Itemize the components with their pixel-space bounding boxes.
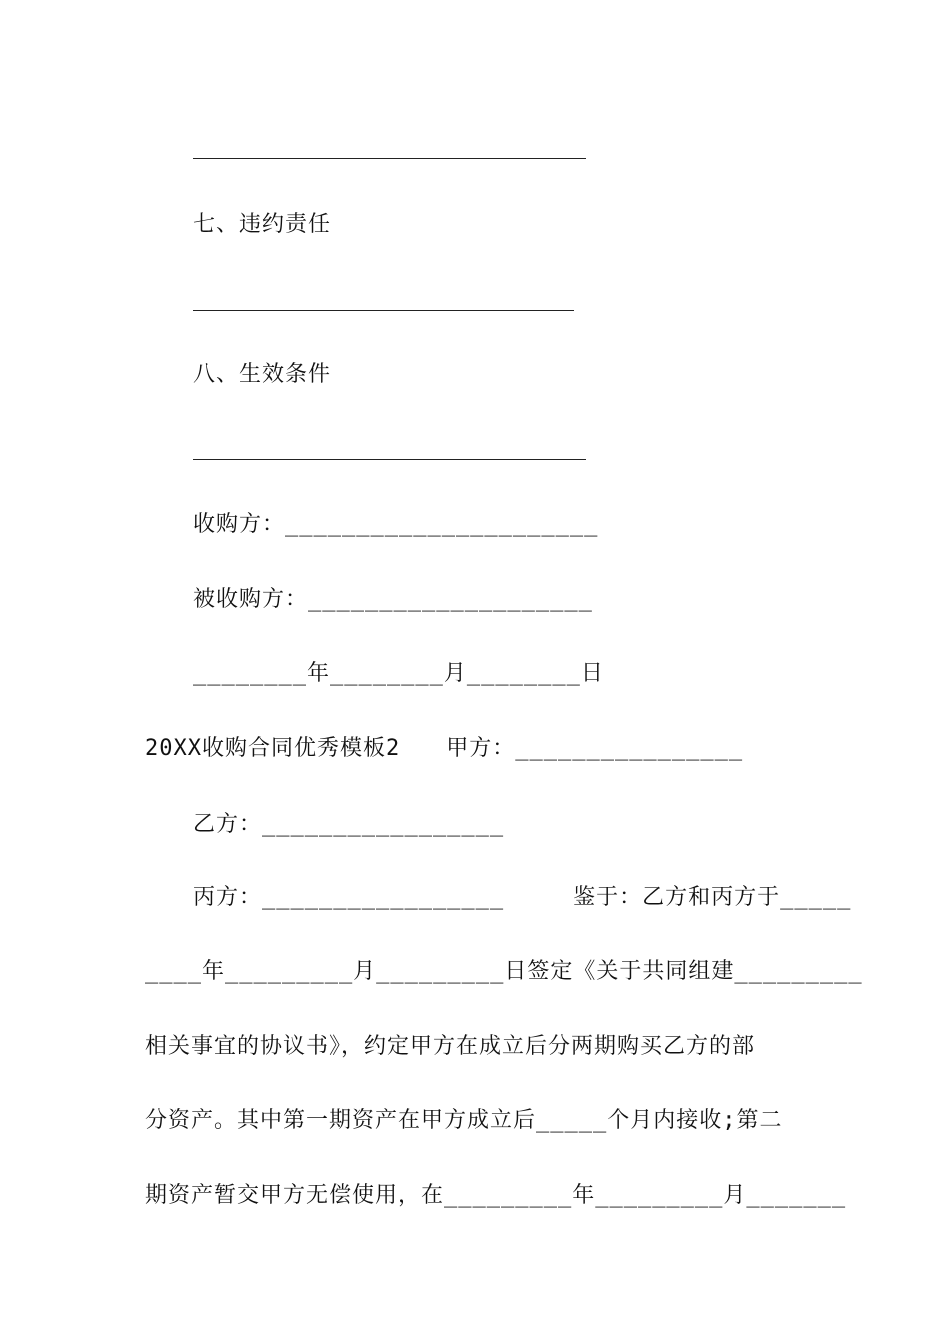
template-2-title-and-party-a: 20XX收购合同优秀模板2 甲方：________________ xyxy=(145,736,744,761)
section-heading-effective-conditions: 八、生效条件 xyxy=(193,362,332,387)
signing-date-line: ________年________月________日 xyxy=(193,661,604,686)
section-heading-breach-liability: 七、违约责任 xyxy=(193,212,332,237)
party-c-line: 丙方：_________________ 鉴于：乙方和丙方于_____ xyxy=(193,885,852,910)
body-paragraph-line-2: 相关事宜的协议书》，约定甲方在成立后分两期购买乙方的部 xyxy=(145,1034,756,1059)
blank-rule-3 xyxy=(193,459,586,460)
acquirer-signature-line: 收购方：______________________ xyxy=(193,512,599,537)
body-paragraph-line-4: 期资产暂交甲方无偿使用，在_________年_________月_______ xyxy=(145,1183,847,1208)
body-paragraph-line-1: ____年_________月_________日签定《关于共同组建_________ xyxy=(145,959,863,984)
acquiree-signature-line: 被收购方：____________________ xyxy=(193,587,593,612)
blank-rule-2 xyxy=(193,310,574,311)
party-b-line: 乙方：_________________ xyxy=(193,812,505,837)
body-paragraph-line-3: 分资产。其中第一期资产在甲方成立后_____个月内接收;第二 xyxy=(145,1108,783,1133)
blank-rule-1 xyxy=(193,158,586,159)
